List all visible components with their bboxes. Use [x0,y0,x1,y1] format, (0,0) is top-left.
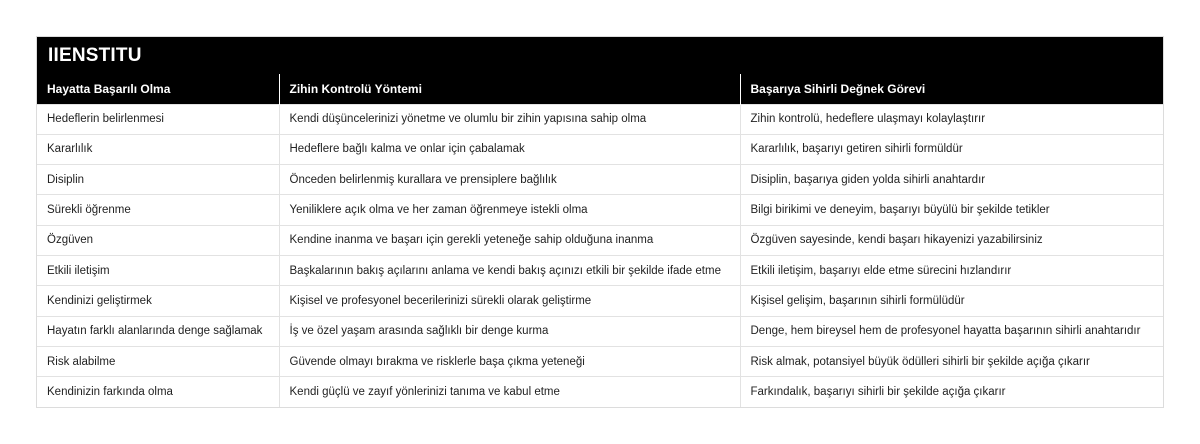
table-row [37,225,1163,255]
table-cell: Kişisel ve profesyonel becerilerinizi sürekli olarak geliştirme [279,286,740,316]
table-row [37,377,1163,407]
table-cell: Başkalarının bakış açılarını anlama ve kendi bakış açınızı etkili bir şekilde ifade etme [279,255,740,285]
table-cell: Kendi düşüncelerinizi yönetme ve olumlu bir zihin yapısına sahip olma [279,104,740,134]
table-cell: Kendine inanma ve başarı için gerekli yeteneğe sahip olduğuna inanma [279,225,740,255]
table-row [37,346,1163,376]
table-cell: Kendinizi geliştirmek [37,286,279,316]
column-header: Hayatta Başarılı Olma [37,74,279,104]
table-cell: Denge, hem bireysel hem de profesyonel hayatta başarının sihirli anahtarıdır [740,316,1163,346]
table-cell: Özgüven sayesinde, kendi başarı hikayenizi yazabilirsiniz [740,225,1163,255]
table-row [37,255,1163,285]
table-cell: Risk almak, potansiyel büyük ödülleri sihirli bir şekilde açığa çıkarır [740,346,1163,376]
table-cell: Kendinizin farkında olma [37,377,279,407]
table-cell: Kararlılık [37,134,279,164]
table-row [37,195,1163,225]
table-cell: Hedeflere bağlı kalma ve onlar için çabalamak [279,134,740,164]
column-header: Başarıya Sihirli Değnek Görevi [740,74,1163,104]
table-row [37,316,1163,346]
table-cell: Etkili iletişim [37,255,279,285]
table-cell: Özgüven [37,225,279,255]
table-cell: Disiplin, başarıya giden yolda sihirli anahtardır [740,165,1163,195]
table-row [37,286,1163,316]
brand-title: IIENSTITU [37,37,1163,74]
table-cell: Yeniliklere açık olma ve her zaman öğrenmeye istekli olma [279,195,740,225]
table-cell: Risk alabilme [37,346,279,376]
table-cell: Hedeflerin belirlenmesi [37,104,279,134]
table-cell: Kararlılık, başarıyı getiren sihirli formüldür [740,134,1163,164]
table-cell: Bilgi birikimi ve deneyim, başarıyı büyülü bir şekilde tetikler [740,195,1163,225]
table-row [37,104,1163,134]
table-cell: Önceden belirlenmiş kurallara ve prensiplere bağlılık [279,165,740,195]
table-cell: Sürekli öğrenme [37,195,279,225]
table-header-row [37,74,1163,104]
table-cell: Zihin kontrolü, hedeflere ulaşmayı kolaylaştırır [740,104,1163,134]
table-cell: Kişisel gelişim, başarının sihirli formülüdür [740,286,1163,316]
data-table [37,74,1163,407]
table-cell: Disiplin [37,165,279,195]
table-cell: İş ve özel yaşam arasında sağlıklı bir denge kurma [279,316,740,346]
table-row [37,134,1163,164]
table-cell: Etkili iletişim, başarıyı elde etme sürecini hızlandırır [740,255,1163,285]
table-cell: Hayatın farklı alanlarında denge sağlamak [37,316,279,346]
table-row [37,165,1163,195]
table-cell: Farkındalık, başarıyı sihirli bir şekilde açığa çıkarır [740,377,1163,407]
column-header: Zihin Kontrolü Yöntemi [279,74,740,104]
data-table-container [36,36,1164,408]
table-cell: Kendi güçlü ve zayıf yönlerinizi tanıma ve kabul etme [279,377,740,407]
table-cell: Güvende olmayı bırakma ve risklerle başa çıkma yeteneği [279,346,740,376]
